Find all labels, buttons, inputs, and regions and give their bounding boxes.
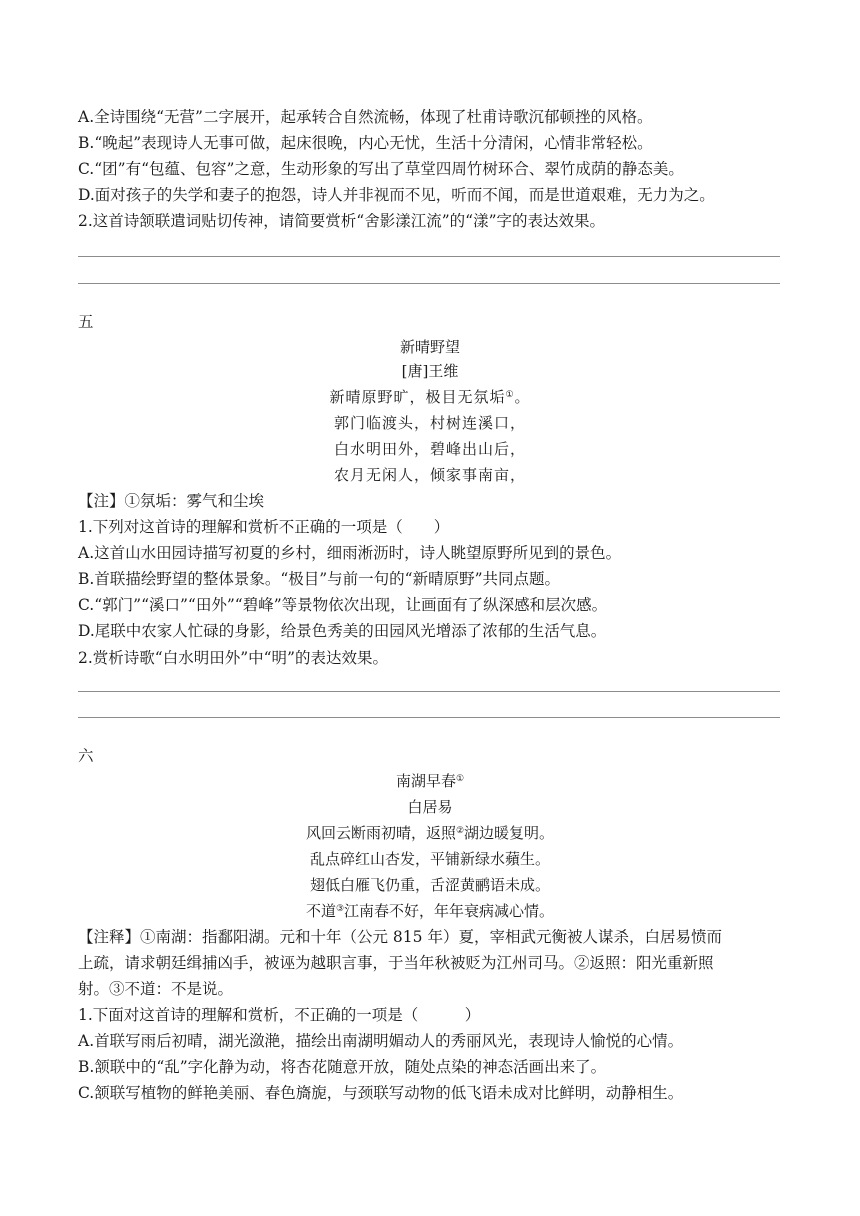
poem-line: 新晴原野旷，极目无氛垢①。 — [329, 388, 531, 406]
poem-author: 白居易 — [407, 798, 453, 816]
option-a: A.这首山水田园诗描写初夏的乡村，细雨淅沥时，诗人眺望原野所见到的景色。 — [78, 544, 622, 562]
poem-note: 上疏，请求朝廷缉捕凶手，被诬为越职言事，于当年秋被贬为江州司马。②返照：阳光重新照 — [78, 954, 714, 972]
option-d: D.尾联中农家人忙碌的身影，给景色秀美的田园风光增添了浓郁的生活气息。 — [78, 622, 607, 640]
question-1: 1.下列对这首诗的理解和赏析不正确的一项是（ ） — [78, 518, 450, 536]
question-2: 2.赏析诗歌“白水明田外”中“明”的表达效果。 — [78, 649, 388, 667]
section-number: 六 — [78, 747, 94, 765]
poem-author: [唐]王维 — [401, 362, 459, 380]
question-2: 2.这首诗颔联遣词贴切传神，请简要赏析“舍影漾江流”的“漾”字的表达效果。 — [78, 212, 605, 230]
footnote-marker: ③ — [335, 904, 345, 914]
poem-note: 【注】①氛垢：雾气和尘埃 — [78, 492, 265, 510]
poem-note: 【注释】①南湖：指鄱阳湖。元和十年（公元 815 年）夏，宰相武元衡被人谋杀，白居易愤而 — [78, 928, 722, 946]
option-b: B.首联描绘野望的整体景象。“极目”与前一句的“新晴原野”共同点题。 — [78, 570, 561, 588]
poem-line: 乱点碎红山杏发，平铺新绿水蘋生。 — [309, 850, 550, 868]
option-c: C.颔联写植物的鲜艳美丽、春色旖旎，与颈联写动物的低飞语未成对比鲜明，动静相生。 — [78, 1084, 684, 1102]
poem-line: 郭门临渡头，村树连溪口， — [333, 414, 526, 432]
answer-line — [78, 717, 780, 718]
poem-line: 翅低白雁飞仍重，舌涩黄鹂语未成。 — [309, 876, 550, 894]
option-d: D.面对孩子的失学和妻子的抱怨，诗人并非视而不见，听而不闻，而是世道艰难，无力为之。 — [78, 186, 715, 204]
question-1: 1.下面对这首诗的理解和赏析，不正确的一项是（ ） — [78, 1006, 481, 1024]
poem-line: 农月无闲人，倾家事南亩， — [333, 466, 526, 484]
answer-line — [78, 691, 780, 692]
footnote-marker: ① — [505, 390, 515, 400]
answer-line — [78, 256, 780, 257]
option-c: C.“郭门”“溪口”“田外”“碧峰”等景物依次出现，让画面有了纵深感和层次感。 — [78, 596, 608, 614]
poem-title: 新晴野望 — [399, 338, 460, 356]
option-a: A.全诗围绕“无营”二字展开，起承转合自然流畅，体现了杜甫诗歌沉郁顿挫的风格。 — [78, 108, 653, 126]
poem-line: 白水明田外，碧峰出山后， — [333, 440, 526, 458]
footnote-marker: ① — [455, 774, 465, 784]
footnote-marker: ② — [455, 826, 465, 836]
option-b: B.颔联中的“乱”字化静为动，将杏花随意开放，随处点染的神态活画出来了。 — [78, 1058, 607, 1076]
option-a: A.首联写雨后初晴，湖光潋滟，描绘出南湖明媚动人的秀丽风光，表现诗人愉悦的心情。 — [78, 1032, 684, 1050]
section-number: 五 — [78, 313, 94, 331]
option-b: B.“晚起”表现诗人无事可做，起床很晚，内心无忧，生活十分清闲，心情非常轻松。 — [78, 134, 653, 152]
option-c: C.“团”有“包蕴、包容”之意，生动形象的写出了草堂四周竹树环合、翠竹成荫的静态美。 — [78, 160, 684, 178]
poem-line: 不道③江南春不好，年年衰病减心情。 — [305, 902, 555, 920]
poem-title: 南湖早春① — [395, 772, 465, 790]
answer-line — [78, 283, 780, 284]
poem-line: 风回云断雨初晴，返照②湖边暖复明。 — [305, 824, 555, 842]
poem-note: 射。③不道：不是说。 — [78, 980, 234, 998]
